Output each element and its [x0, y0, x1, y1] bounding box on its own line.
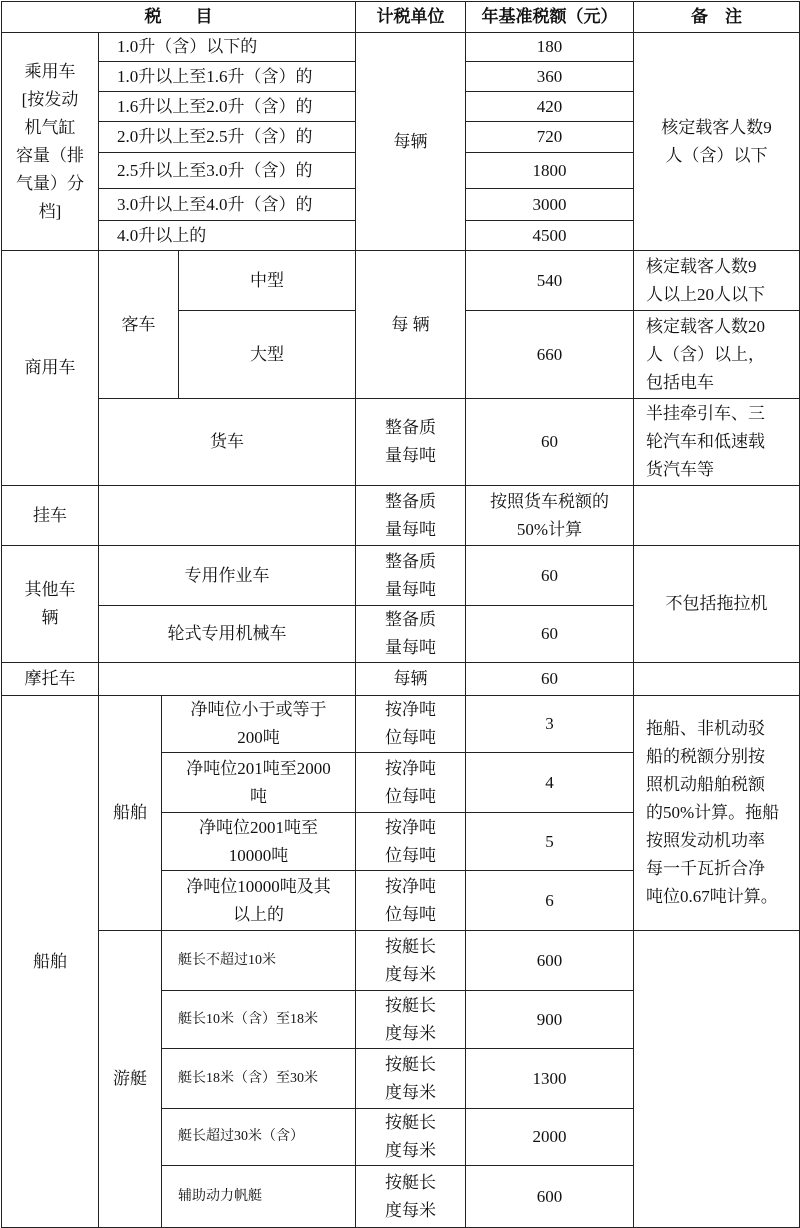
bus-size: 中型 — [179, 251, 356, 311]
passenger-car-amount: 1800 — [466, 153, 634, 189]
bus-amount: 540 — [466, 251, 634, 311]
yacht-amount: 2000 — [466, 1109, 634, 1166]
motorcycle-remark-empty — [634, 663, 800, 696]
yacht-remark-empty — [634, 931, 800, 1228]
passenger-car-amount: 360 — [466, 62, 634, 92]
subcategory-yacht: 游艇 — [99, 931, 162, 1228]
category-motorcycle: 摩托车 — [2, 663, 99, 696]
trailer-amount: 按照货车税额的 50%计算 — [466, 486, 634, 546]
table-row — [2, 33, 800, 62]
header-tax-unit: 计税单位 — [356, 2, 466, 33]
other-vehicle-unit: 整备质 量每吨 — [356, 546, 466, 606]
trailer-unit: 整备质 量每吨 — [356, 486, 466, 546]
ship-unit: 按净吨 位每吨 — [356, 753, 466, 813]
truck-unit: 整备质 量每吨 — [356, 399, 466, 486]
yacht-amount: 600 — [466, 931, 634, 991]
bus-remark: 核定载客人数20 人（含）以上， 包括电车 — [634, 311, 800, 399]
ship-tonnage: 净吨位2001吨至 10000吨 — [162, 813, 356, 871]
table-row — [2, 251, 800, 311]
table-row — [2, 399, 800, 486]
passenger-car-displacement: 1.0升（含）以下的 — [99, 33, 356, 62]
yacht-length: 艇长超过30米（含） — [162, 1109, 356, 1166]
bus-unit: 每 辆 — [356, 251, 466, 399]
category-other-vehicle: 其他车 辆 — [2, 546, 99, 663]
yacht-unit: 按艇长 度每米 — [356, 1049, 466, 1109]
passenger-car-displacement: 2.0升以上至2.5升（含）的 — [99, 122, 356, 153]
ship-amount: 5 — [466, 813, 634, 871]
passenger-car-displacement: 4.0升以上的 — [99, 221, 356, 251]
table-row — [2, 546, 800, 606]
category-trailer: 挂车 — [2, 486, 99, 546]
ship-unit: 按净吨 位每吨 — [356, 813, 466, 871]
yacht-amount: 600 — [466, 1166, 634, 1228]
yacht-unit: 按艇长 度每米 — [356, 931, 466, 991]
passenger-car-displacement: 1.6升以上至2.0升（含）的 — [99, 92, 356, 122]
other-vehicle-type: 轮式专用机械车 — [99, 606, 356, 663]
passenger-car-displacement: 2.5升以上至3.0升（含）的 — [99, 153, 356, 189]
subcategory-truck: 货车 — [99, 399, 356, 486]
subcategory-bus: 客车 — [99, 251, 179, 399]
passenger-car-displacement: 3.0升以上至4.0升（含）的 — [99, 189, 356, 221]
bus-size: 大型 — [179, 311, 356, 399]
truck-remark: 半挂牵引车、三 轮汽车和低速载 货汽车等 — [634, 399, 800, 486]
header-remark: 备 注 — [634, 2, 800, 33]
trailer-remark-empty — [634, 486, 800, 546]
ship-amount: 6 — [466, 871, 634, 931]
ship-unit: 按净吨 位每吨 — [356, 871, 466, 931]
passenger-car-amount: 4500 — [466, 221, 634, 251]
ship-tonnage: 净吨位小于或等于 200吨 — [162, 696, 356, 753]
other-vehicle-type: 专用作业车 — [99, 546, 356, 606]
ship-remark: 拖船、非机动驳 船的税额分别按 照机动船舶税额 的50%计算。拖船 按照发动机功率 每一千瓦折合净 吨位0.67吨计算。 — [634, 696, 800, 931]
yacht-unit: 按艇长 度每米 — [356, 1109, 466, 1166]
subcategory-ship: 船舶 — [99, 696, 162, 931]
vehicle-vessel-tax-table — [1, 1, 800, 1228]
yacht-amount: 900 — [466, 991, 634, 1049]
motorcycle-amount: 60 — [466, 663, 634, 696]
other-vehicle-remark: 不包括拖拉机 — [634, 546, 800, 663]
bus-remark: 核定载客人数9 人以上20人以下 — [634, 251, 800, 311]
category-commercial-vehicle: 商用车 — [2, 251, 99, 486]
ship-tonnage: 净吨位10000吨及其 以上的 — [162, 871, 356, 931]
passenger-car-amount: 180 — [466, 33, 634, 62]
ship-amount: 4 — [466, 753, 634, 813]
table-row — [2, 696, 800, 753]
yacht-length: 辅助动力帆艇 — [162, 1166, 356, 1228]
yacht-length: 艇长18米（含）至30米 — [162, 1049, 356, 1109]
other-vehicle-unit: 整备质 量每吨 — [356, 606, 466, 663]
trailer-subcategory-empty — [99, 486, 356, 546]
yacht-length: 艇长10米（含）至18米 — [162, 991, 356, 1049]
header-annual-amount: 年基准税额（元） — [466, 2, 634, 33]
motorcycle-subcategory-empty — [99, 663, 356, 696]
header-tax-item: 税 目 — [2, 2, 356, 33]
passenger-car-amount: 3000 — [466, 189, 634, 221]
category-vessel: 船舶 — [2, 696, 99, 1228]
table-row — [2, 931, 800, 991]
yacht-unit: 按艇长 度每米 — [356, 991, 466, 1049]
other-vehicle-amount: 60 — [466, 546, 634, 606]
table-row — [2, 486, 800, 546]
passenger-car-displacement: 1.0升以上至1.6升（含）的 — [99, 62, 356, 92]
ship-tonnage: 净吨位201吨至2000 吨 — [162, 753, 356, 813]
truck-amount: 60 — [466, 399, 634, 486]
yacht-unit: 按艇长 度每米 — [356, 1166, 466, 1228]
ship-unit: 按净吨 位每吨 — [356, 696, 466, 753]
motorcycle-unit: 每辆 — [356, 663, 466, 696]
yacht-amount: 1300 — [466, 1049, 634, 1109]
other-vehicle-amount: 60 — [466, 606, 634, 663]
yacht-length: 艇长不超过10米 — [162, 931, 356, 991]
passenger-car-amount: 720 — [466, 122, 634, 153]
passenger-car-amount: 420 — [466, 92, 634, 122]
passenger-car-unit: 每辆 — [356, 33, 466, 251]
header-row — [2, 2, 800, 33]
table-row — [2, 663, 800, 696]
ship-amount: 3 — [466, 696, 634, 753]
category-passenger-car: 乘用车 [按发动 机气缸 容量（排 气量）分 档] — [2, 33, 99, 251]
bus-amount: 660 — [466, 311, 634, 399]
passenger-car-remark: 核定载客人数9 人（含）以下 — [634, 33, 800, 251]
